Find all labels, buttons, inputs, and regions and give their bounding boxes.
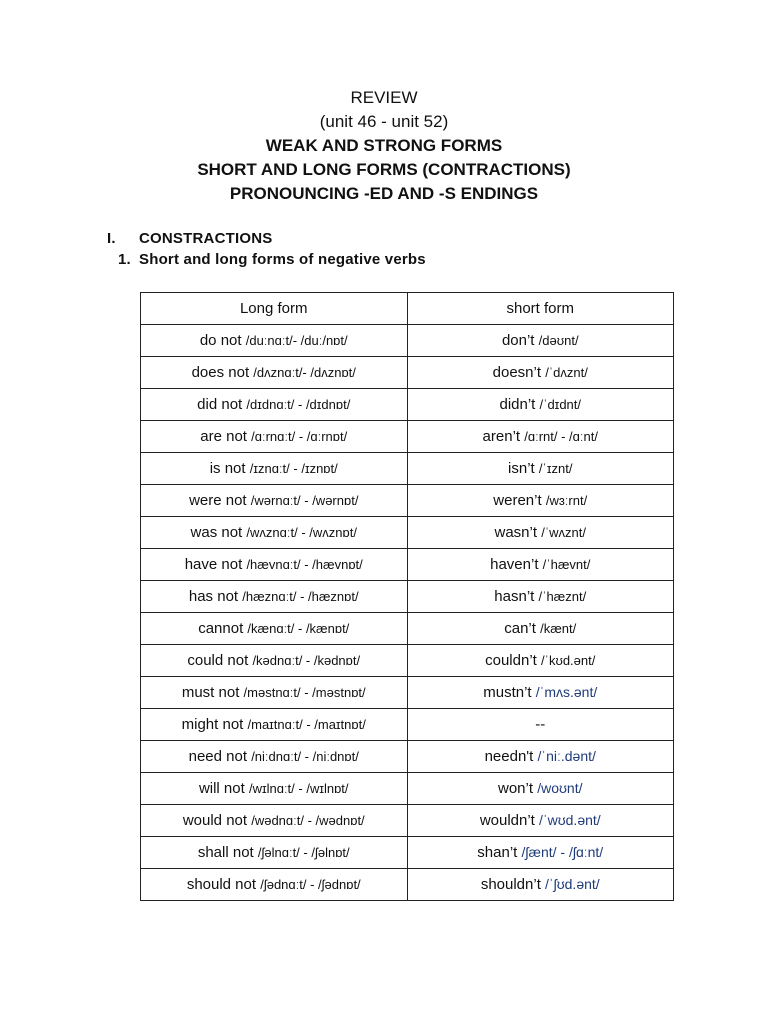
short-form-cell <box>407 389 674 421</box>
long-form-cell <box>141 453 408 485</box>
long-form-word: should not <box>186 876 257 893</box>
short-form-cell <box>407 357 674 389</box>
table-row <box>141 421 674 453</box>
long-form-cell <box>141 773 408 805</box>
short-form-ipa: /kænt/ <box>540 621 577 636</box>
long-form-word: do not <box>199 332 242 349</box>
long-form-word: did not <box>197 396 243 413</box>
short-form-word: wouldn’t <box>479 812 535 829</box>
short-form-cell <box>407 677 674 709</box>
short-form-word: shan’t <box>477 844 518 861</box>
table-row <box>141 581 674 613</box>
short-form-word: haven’t <box>490 556 539 573</box>
short-form-word: aren’t <box>482 428 521 445</box>
short-form-cell <box>407 773 674 805</box>
long-form-word: does not <box>191 364 250 381</box>
long-form-cell <box>141 421 408 453</box>
table-row <box>141 613 674 645</box>
table-row <box>141 325 674 357</box>
short-form-cell <box>407 709 674 741</box>
short-form-cell <box>407 581 674 613</box>
short-form-word: didn’t <box>499 396 536 413</box>
short-form-ipa: /ˈmʌs.ənt/ <box>535 684 598 700</box>
long-form-cell <box>141 485 408 517</box>
short-form-ipa: /ˈhæznt/ <box>538 589 587 604</box>
long-form-ipa: /maɪtnɑːt/ - /maɪtnɒt/ <box>247 717 366 732</box>
long-form-word: could not <box>187 652 249 669</box>
long-form-cell <box>141 613 408 645</box>
long-form-cell <box>141 741 408 773</box>
short-form-ipa: /ˈɪznt/ <box>538 461 573 476</box>
short-form-ipa: /dəʊnt/ <box>538 333 579 348</box>
table-row <box>141 517 674 549</box>
header-long-form: Long form <box>141 293 408 325</box>
long-form-ipa: /wədnɑːt/ - /wədnɒt/ <box>251 813 365 828</box>
short-form-word: couldn’t <box>485 652 537 669</box>
table-row <box>141 357 674 389</box>
review-title: REVIEW <box>350 88 418 107</box>
long-form-word: might not <box>181 716 244 733</box>
long-form-cell <box>141 869 408 901</box>
table-row <box>141 773 674 805</box>
short-form-ipa: /ˈhævnt/ <box>542 557 591 572</box>
topic-endings: PRONOUNCING -ED AND -S ENDINGS <box>229 184 539 203</box>
short-form-word: don’t <box>501 332 535 349</box>
long-form-ipa: /kænɑːt/ - /kænɒt/ <box>247 621 350 636</box>
long-form-cell <box>141 581 408 613</box>
header-short-form: short form <box>407 293 674 325</box>
table-row <box>141 389 674 421</box>
long-form-ipa: /ʃədnɑːt/ - /ʃədnɒt/ <box>260 877 361 892</box>
long-form-ipa: /hæznɑːt/ - /hæznɒt/ <box>242 589 359 604</box>
short-form-ipa: /ˈkʊd.ənt/ <box>541 653 596 668</box>
long-form-ipa: /ɑːrnɑːt/ - /ɑːrnɒt/ <box>251 429 348 444</box>
long-form-ipa: /duːnɑːt/- /duː/nɒt/ <box>245 333 348 348</box>
subsection-title: Short and long forms of negative verbs <box>139 251 426 268</box>
short-form-word: can’t <box>504 620 536 637</box>
long-form-ipa: /wɪlnɑːt/ - /wɪlnɒt/ <box>248 781 349 796</box>
short-form-cell <box>407 485 674 517</box>
short-form-cell <box>407 421 674 453</box>
short-form-cell <box>407 837 674 869</box>
table-row <box>141 485 674 517</box>
long-form-cell <box>141 325 408 357</box>
long-form-cell <box>141 357 408 389</box>
title-block <box>0 86 768 206</box>
long-form-cell <box>141 677 408 709</box>
long-form-cell <box>141 709 408 741</box>
negative-verbs-table <box>140 292 674 901</box>
short-form-ipa: /woʊnt/ <box>537 780 583 796</box>
short-form-word: won’t <box>497 780 534 797</box>
long-form-cell <box>141 805 408 837</box>
section-title: CONSTRACTIONS <box>139 230 273 247</box>
long-form-ipa: /kədnɑːt/ - /kədnɒt/ <box>252 653 361 668</box>
short-form-word: wasn’t <box>494 524 538 541</box>
long-form-word: are not <box>200 428 247 445</box>
long-form-word: cannot <box>198 620 244 637</box>
short-form-word: hasn’t <box>494 588 535 605</box>
long-form-ipa: /dʌznɑːt/- /dʌznɒt/ <box>253 365 356 380</box>
short-form-cell <box>407 869 674 901</box>
short-form-word: weren’t <box>493 492 542 509</box>
long-form-word: is not <box>209 460 246 477</box>
table-row <box>141 805 674 837</box>
table-row <box>141 709 674 741</box>
long-form-word: must not <box>181 684 240 701</box>
long-form-ipa: /niːdnɑːt/ - /niːdnɒt/ <box>251 749 359 764</box>
short-form-ipa: /ʃænt/ - /ʃɑːnt/ <box>521 844 604 860</box>
short-form-cell <box>407 549 674 581</box>
long-form-ipa: /dɪdnɑːt/ - /dɪdnɒt/ <box>246 397 351 412</box>
short-form-word: mustn’t <box>483 684 532 701</box>
long-form-ipa: /hævnɑːt/ - /hævnɒt/ <box>246 557 363 572</box>
short-form-word: needn't <box>484 748 534 765</box>
short-form-ipa: /ˈdɪdnt/ <box>539 397 581 412</box>
table-row <box>141 645 674 677</box>
long-form-ipa: /ʃəlnɑːt/ - /ʃəlnɒt/ <box>257 845 350 860</box>
topic-contractions: SHORT AND LONG FORMS (CONTRACTIONS) <box>197 160 571 179</box>
long-form-word: would not <box>182 812 248 829</box>
short-form-word: shouldn’t <box>480 876 541 893</box>
long-form-word: has not <box>188 588 239 605</box>
short-form-word: doesn’t <box>492 364 542 381</box>
table-row <box>141 869 674 901</box>
table-row <box>141 677 674 709</box>
subsection-heading <box>118 251 426 268</box>
long-form-ipa: /wərnɑːt/ - /wərnɒt/ <box>250 493 359 508</box>
short-form-word: -- <box>535 716 546 733</box>
short-form-cell <box>407 805 674 837</box>
table-row <box>141 549 674 581</box>
long-form-cell <box>141 517 408 549</box>
short-form-ipa: /ˈdʌznt/ <box>545 365 588 380</box>
long-form-word: was not <box>190 524 243 541</box>
unit-range: (unit 46 - unit 52) <box>319 112 449 131</box>
short-form-ipa: /ˈwʊd.ənt/ <box>539 812 601 828</box>
subsection-number: 1. <box>118 251 131 268</box>
long-form-word: shall not <box>197 844 254 861</box>
short-form-cell <box>407 453 674 485</box>
long-form-cell <box>141 389 408 421</box>
short-form-ipa: /ˈwʌznt/ <box>541 525 586 540</box>
short-form-ipa: /ˈʃʊd.ənt/ <box>545 876 600 892</box>
long-form-ipa: /ɪznɑːt/ - /ɪznɒt/ <box>249 461 338 476</box>
short-form-cell <box>407 741 674 773</box>
table-body <box>141 325 674 901</box>
long-form-word: were not <box>189 492 247 509</box>
topic-weak-strong: WEAK AND STRONG FORMS <box>265 136 503 155</box>
table-row <box>141 453 674 485</box>
short-form-word: isn’t <box>508 460 535 477</box>
table-header-row <box>141 293 674 325</box>
section-number: I. <box>107 230 116 247</box>
long-form-word: need not <box>188 748 248 765</box>
long-form-word: will not <box>198 780 245 797</box>
long-form-cell <box>141 549 408 581</box>
short-form-cell <box>407 645 674 677</box>
short-form-cell <box>407 325 674 357</box>
short-form-cell <box>407 613 674 645</box>
short-form-cell <box>407 517 674 549</box>
section-heading <box>107 230 272 247</box>
short-form-ipa: /wɜːrnt/ <box>545 493 588 508</box>
table-row <box>141 741 674 773</box>
long-form-ipa: /məstnɑːt/ - /məstnɒt/ <box>243 685 366 700</box>
long-form-ipa: /wʌznɑːt/ - /wʌznɒt/ <box>246 525 357 540</box>
long-form-cell <box>141 645 408 677</box>
short-form-ipa: /ɑːrnt/ - /ɑːnt/ <box>524 429 598 444</box>
long-form-word: have not <box>184 556 243 573</box>
short-form-ipa: /ˈniː.dənt/ <box>537 748 596 764</box>
long-form-cell <box>141 837 408 869</box>
table-row <box>141 837 674 869</box>
